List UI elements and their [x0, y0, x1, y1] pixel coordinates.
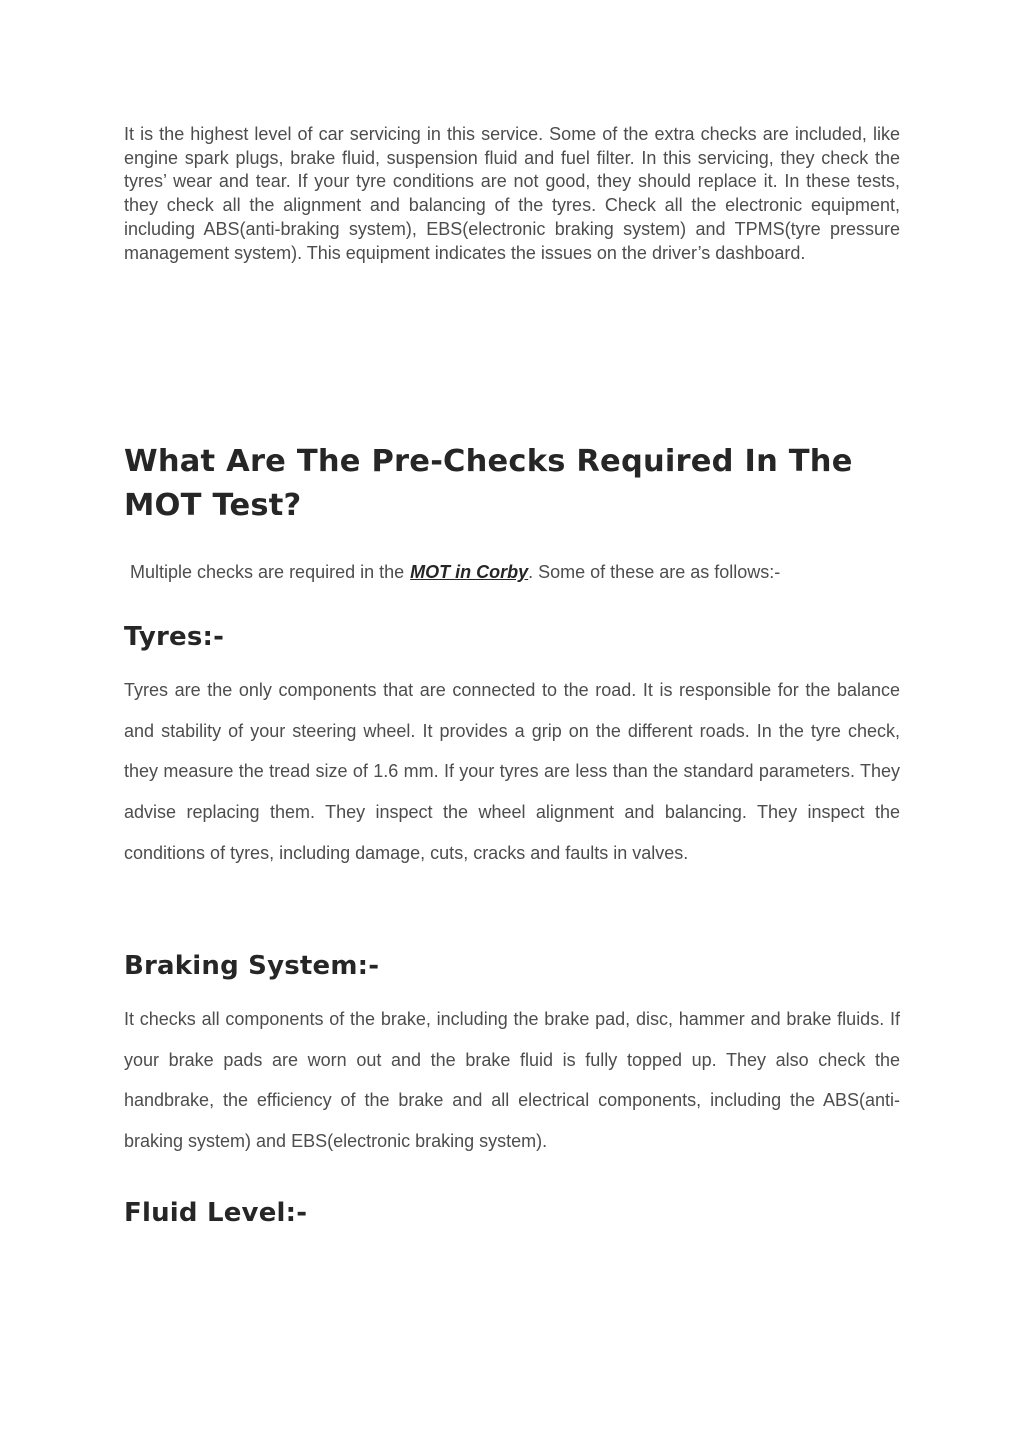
section-heading-fluid-level: Fluid Level:-	[124, 1198, 308, 1228]
intro-line	[130, 559, 780, 585]
section-body-braking-system: It checks all components of the brake, including the brake pad, disc, hammer and brake fluids. If your brake pads are worn out and the brake fluid is fully topped up. They also check the handbrake, the efficiency of the brake and all electrical components, including the ABS(anti-braking system) and EBS(electronic braking system).	[124, 1009, 900, 1152]
section-body-tyres: Tyres are the only components that are connected to the road. It is responsible for the balance and stability of your steering wheel. It provides a grip on the different roads. In the tyre check, they measure the tread size of 1.6 mm. If your tyres are less than the standard parameters. They advise replacing them. They inspect the wheel alignment and balancing. They inspect the conditions of tyres, including damage, cuts, cracks and faults in valves.	[124, 680, 900, 863]
mot-in-corby-link[interactable]: MOT in Corby	[410, 562, 529, 582]
intro-paragraph: It is the highest level of car servicing in this service. Some of the extra checks are included, like engine spark plugs, brake fluid, suspension fluid and fuel filter. In this servicing, they check the tyres’ wear and tear. If your tyre conditions are not good, they should replace it. In these tests, they check all the alignment and balancing of the tyres. Check all the electronic equipment, including ABS(anti-braking system), EBS(electronic braking system) and TPMS(tyre pressure management system). This equipment indicates the issues on the driver’s dashboard.	[124, 124, 900, 263]
section-heading-tyres: Tyres:-	[124, 622, 225, 652]
section-heading-braking-system: Braking System:-	[124, 951, 380, 981]
main-heading: What Are The Pre-Checks Required In The MOT Test?	[124, 444, 853, 523]
intro-line-text-before: Multiple checks are required in the	[130, 562, 405, 582]
intro-line-text-after: . Some of these are as follows:-	[528, 562, 781, 582]
